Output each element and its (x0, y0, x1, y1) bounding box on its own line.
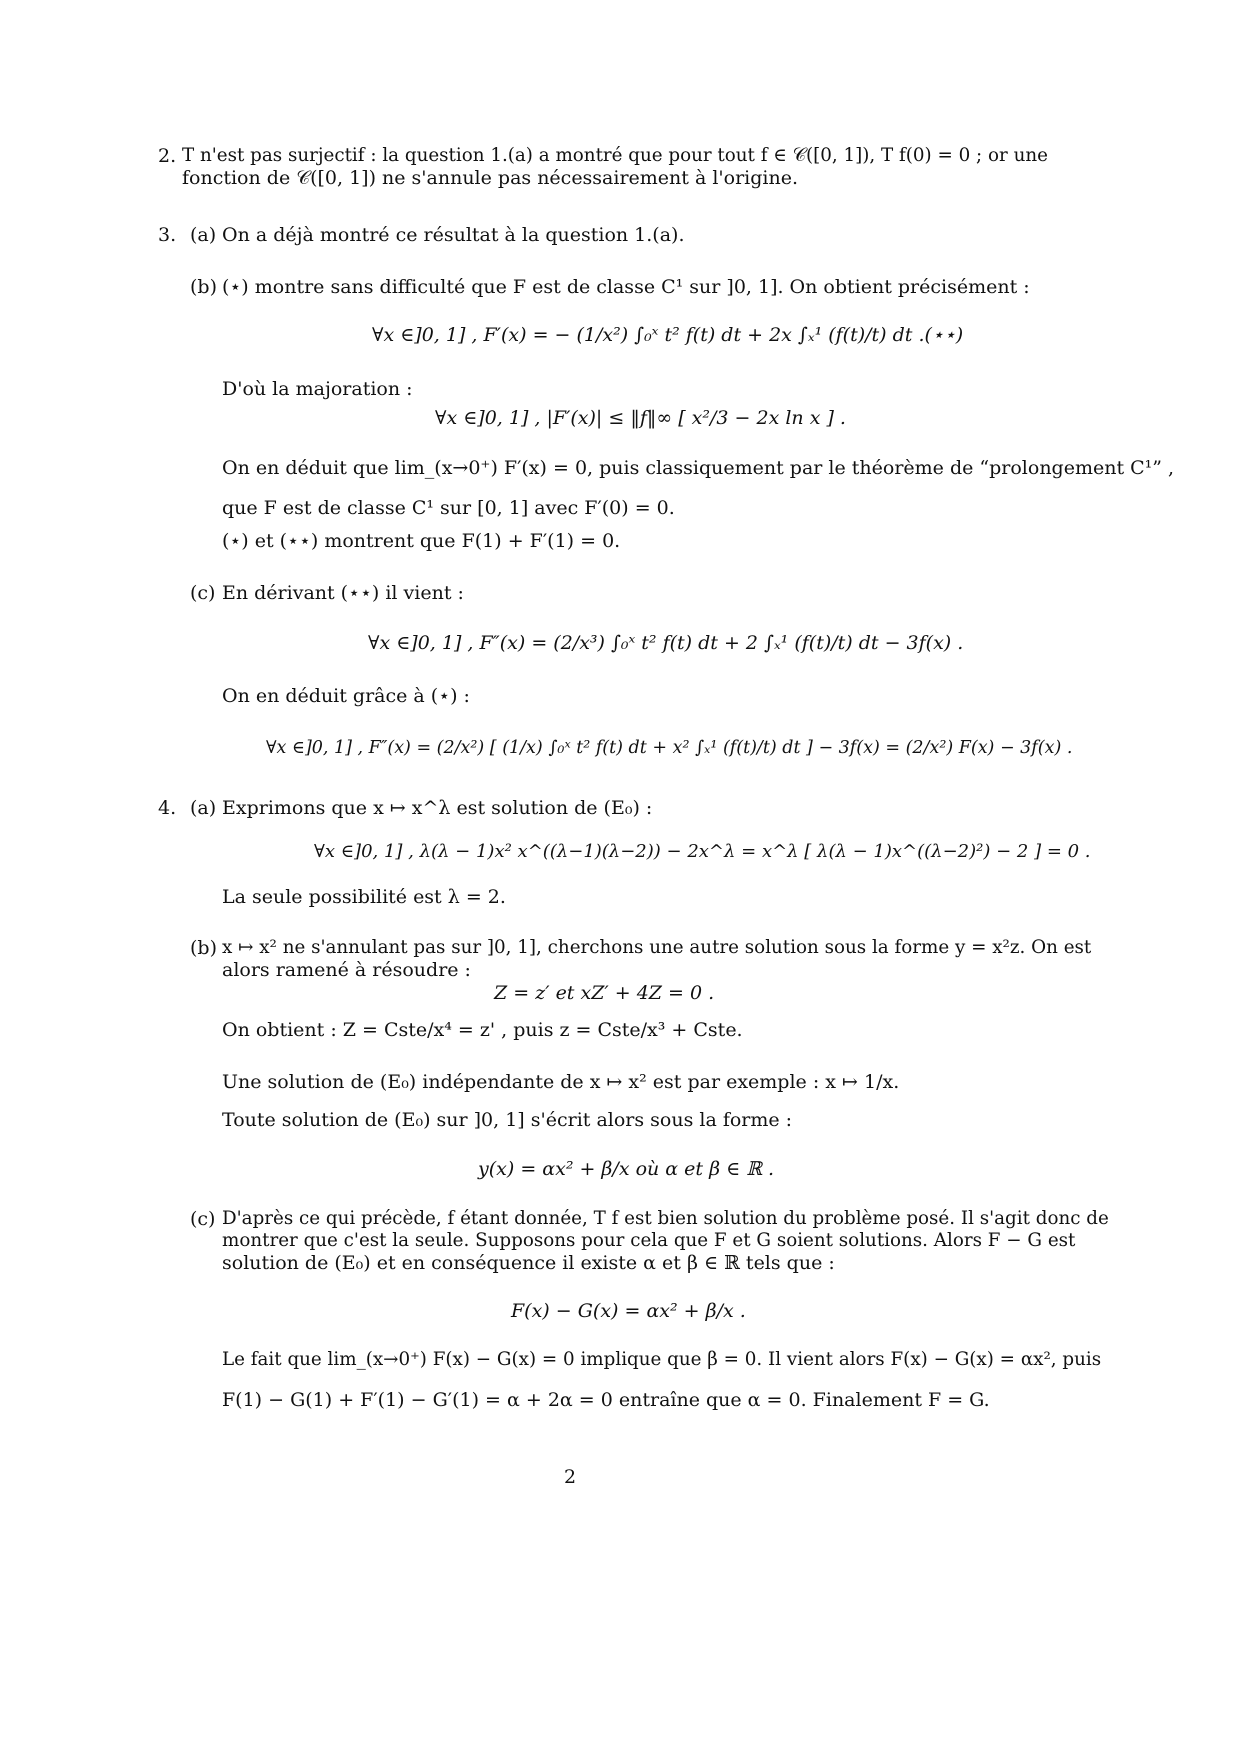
q2-number: 2. (158, 145, 177, 167)
q4c-line-2: montrer que c'est la seule. Supposons pour cela que F et G soient solutions. Alors F − G est (222, 1230, 1076, 1251)
q4c-equation: F(x) − G(x) = αx² + β/x . (511, 1300, 746, 1322)
q3c-equation-second-derivative: ∀x ∈]0, 1] , F″(x) = (2/x³) ∫₀ˣ t² f(t) dt + 2 ∫ₓ¹ (f(t)/t) dt − 3f(x) . (368, 632, 964, 654)
q4c-line-1: D'après ce qui précède, f étant donnée, T f est bien solution du problème posé. Il s'agit donc de (222, 1208, 1109, 1229)
q4c-limit-text: Le fait que lim_(x→0⁺) F(x) − G(x) = 0 implique que β = 0. Il vient alors F(x) − G(x) = αx², puis (222, 1349, 1102, 1370)
q3a-text: On a déjà montré ce résultat à la question 1.(a). (222, 224, 685, 246)
q4b-obtient-text: On obtient : Z = Cste/x⁴ = z' , puis z = Cste/x³ + Cste. (222, 1019, 743, 1041)
q3c-text: En dérivant (⋆⋆) il vient : (222, 582, 464, 604)
q3a-label: (a) (190, 224, 217, 246)
q4a-text: Exprimons que x ↦ x^λ est solution de (E₀) : (222, 797, 653, 819)
q3b-montrent-text: (⋆) et (⋆⋆) montrent que F(1) + F′(1) = 0. (222, 530, 621, 552)
q4b-line-1: x ↦ x² ne s'annulant pas sur ]0, 1], cherchons une autre solution sous la forme y = x²z. On est (222, 937, 1092, 958)
q4c-line-3: solution de (E₀) et en conséquence il existe α et β ∈ ℝ tels que : (222, 1252, 835, 1274)
q3b-limit-text: On en déduit que lim_(x→0⁺) F′(x) = 0, puis classiquement par le théorème de “prolongement C¹” , (222, 457, 1175, 479)
q3b-dou: D'où la majoration : (222, 378, 413, 400)
q3c-equation-result: ∀x ∈]0, 1] , F″(x) = (2/x²) [ (1/x) ∫₀ˣ t² f(t) dt + x² ∫ₓ¹ (f(t)/t) dt ] − 3f(x) = (2/x²) F(x) − 3f(x) . (266, 738, 1073, 758)
q3-number: 3. (158, 224, 177, 246)
q4a-label: (a) (190, 797, 217, 819)
q4b-equation-system: Z = z′ et xZ′ + 4Z = 0 . (494, 982, 715, 1004)
q3b-label: (b) (190, 276, 217, 298)
q3b-equation-bound: ∀x ∈]0, 1] , |F′(x)| ≤ ‖f‖∞ [ x²/3 − 2x ln x ] . (435, 407, 846, 429)
q4c-final-text: F(1) − G(1) + F′(1) − G′(1) = α + 2α = 0 entraîne que α = 0. Finalement F = G. (222, 1389, 990, 1411)
q3b-equation-derivative: ∀x ∈]0, 1] , F′(x) = − (1/x²) ∫₀ˣ t² f(t) dt + 2x ∫ₓ¹ (f(t)/t) dt .(⋆⋆) (372, 324, 964, 346)
q4b-label: (b) (190, 937, 217, 959)
q4-number: 4. (158, 797, 177, 819)
q3c-label: (c) (190, 582, 216, 604)
q3b-class-text: que F est de classe C¹ sur [0, 1] avec F′(0) = 0. (222, 497, 675, 519)
q4b-general-solution: y(x) = αx² + β/x où α et β ∈ ℝ . (478, 1158, 775, 1180)
q4a-equation: ∀x ∈]0, 1] , λ(λ − 1)x² x^((λ−1)(λ−2)) − 2x^λ = x^λ [ λ(λ − 1)x^((λ−2)²) − 2 ] = 0 . (314, 841, 1091, 862)
q3c-grace-text: On en déduit grâce à (⋆) : (222, 685, 470, 707)
q4b-toute-text: Toute solution de (E₀) sur ]0, 1] s'écrit alors sous la forme : (222, 1109, 793, 1131)
q4c-label: (c) (190, 1208, 216, 1230)
q4b-line-2: alors ramené à résoudre : (222, 959, 471, 981)
q4b-independent-text: Une solution de (E₀) indépendante de x ↦ x² est par exemple : x ↦ 1/x. (222, 1071, 900, 1093)
page-number: 2 (564, 1466, 577, 1488)
q3b-text: (⋆) montre sans difficulté que F est de classe C¹ sur ]0, 1]. On obtient précisément : (222, 276, 1030, 298)
q4a-seule-text: La seule possibilité est λ = 2. (222, 886, 506, 908)
q2-line-2: fonction de 𝒞([0, 1]) ne s'annule pas nécessairement à l'origine. (182, 167, 798, 189)
q2-line-1: T n'est pas surjectif : la question 1.(a) a montré que pour tout f ∈ 𝒞([0, 1]), T f(0) = 0 ; or une (182, 145, 1048, 166)
